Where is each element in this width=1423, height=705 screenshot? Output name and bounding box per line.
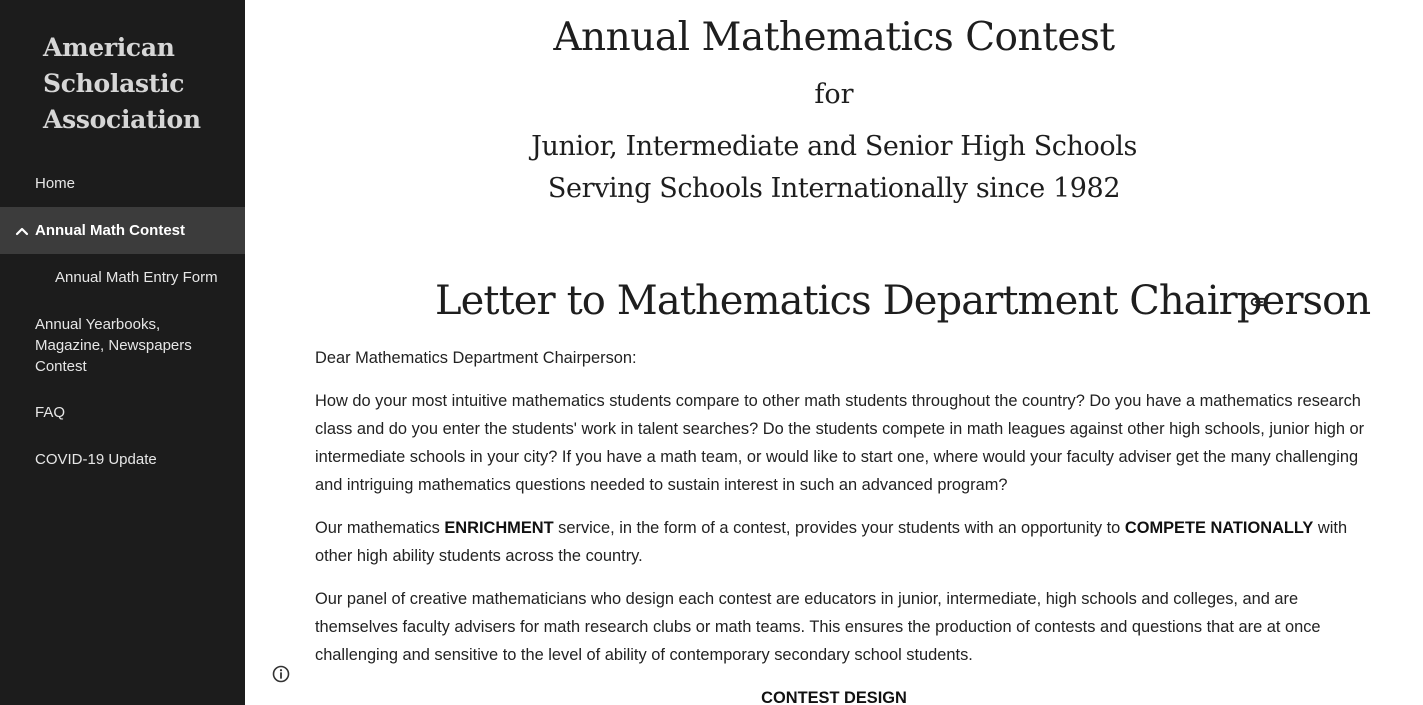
compete-nationally-emphasis: COMPETE NATIONALLY — [1124, 519, 1314, 537]
text-span: service, in the form of a contest, provides your students with an opportunity to — [553, 519, 1125, 537]
page-title-for: for — [814, 79, 854, 110]
site-title[interactable]: American Scholastic Association — [43, 33, 201, 134]
main-content — [245, 0, 1423, 705]
sidebar-item-annual-math-entry-form[interactable]: Annual Math Entry Form — [55, 269, 218, 286]
link-icon[interactable] — [1248, 291, 1270, 313]
chevron-up-icon[interactable] — [15, 224, 29, 238]
sidebar-item-covid-update[interactable]: COVID-19 Update — [35, 451, 157, 468]
sidebar-item-yearbooks-contest[interactable]: Annual Yearbooks, Magazine, Newspapers Contest — [35, 316, 192, 375]
enrichment-emphasis: ENRICHMENT — [444, 519, 554, 537]
letter-paragraph-1: How do your most intuitive mathematics students compare to other math students throughout the country? Do you have a mathematics research class and do you enter the students' work in talent searches? Do the students compete in math leagues against other high schools, junior high or intermediate schools in your city? If you have a math team, or would like to start one, where would your faculty adviser get the many challenging and intriguing mathematics questions needed to sustain interest in such an advanced program? — [315, 392, 1365, 494]
sidebar — [0, 0, 245, 705]
letter-heading: Letter to Mathematics Department Chairperson — [435, 278, 1371, 324]
info-icon[interactable] — [271, 664, 291, 684]
contest-design-heading: CONTEST DESIGN — [761, 689, 907, 705]
text-span: with other high ability students across the country. — [315, 519, 1348, 565]
text-span: Our mathematics — [315, 519, 445, 537]
letter-paragraph-2 — [315, 514, 1365, 570]
letter-paragraph-3: Our panel of creative mathematicians who design each contest are educators in junior, intermediate, high schools and colleges, and are themselves faculty advisers for math research clubs or math teams. This ensures the production of contests and questions that are at once challenging and sensitive to the level of ability of contemporary secondary school students. — [315, 590, 1321, 664]
sidebar-item-annual-math-contest[interactable] — [0, 207, 245, 254]
page-title: Annual Mathematics Contest — [553, 15, 1115, 60]
sidebar-item-faq[interactable]: FAQ — [35, 404, 66, 421]
page-subtitle-since: Serving Schools Internationally since 1982 — [547, 173, 1121, 204]
page-subtitle: Junior, Intermediate and Senior High Schools — [531, 131, 1137, 162]
sidebar-item-home[interactable]: Home — [35, 175, 76, 192]
sidebar-item-label: Annual Math Contest — [35, 222, 185, 239]
letter-salutation: Dear Mathematics Department Chairperson: — [315, 349, 637, 367]
